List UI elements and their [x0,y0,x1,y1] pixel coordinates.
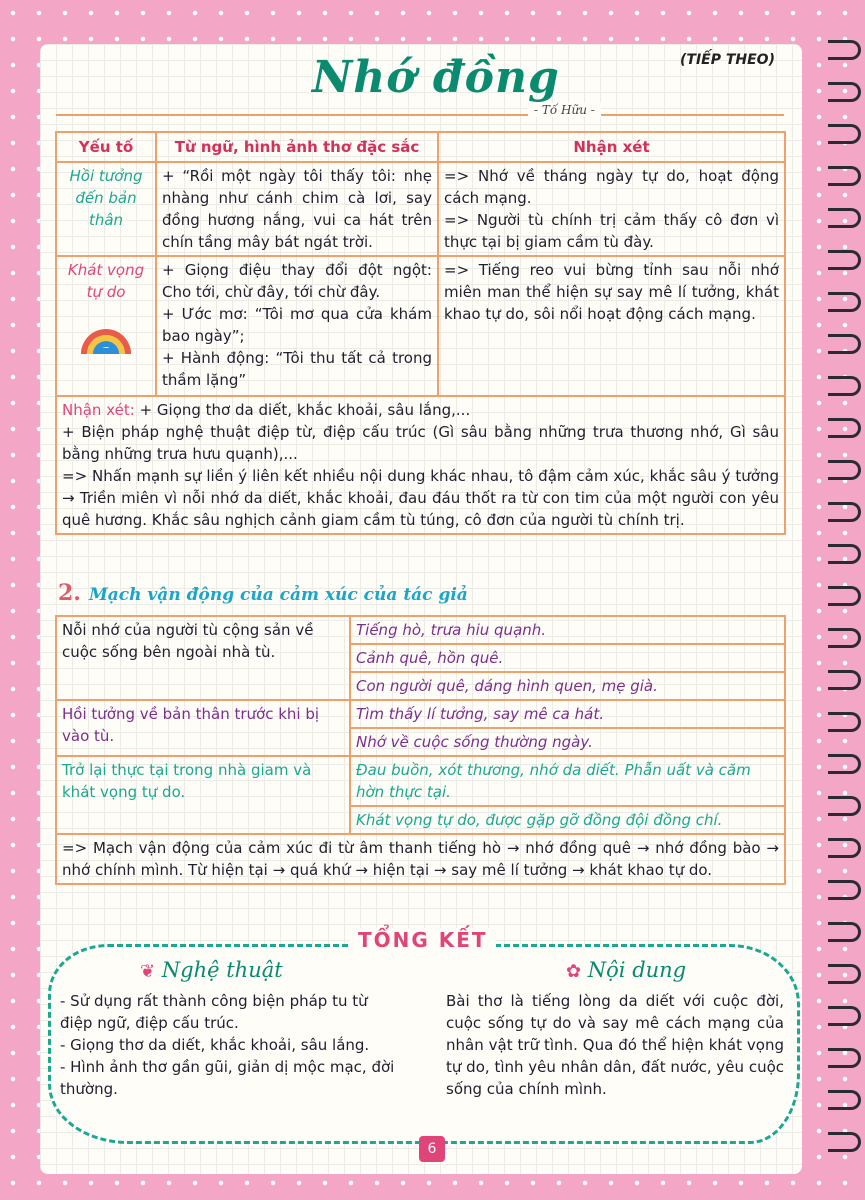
table-row [56,256,785,396]
binding-ring [828,460,861,480]
binding-ring [828,376,861,396]
art-item: - Sử dụng rất thành công biện pháp tu từ điệp ngữ, điệp cấu trúc. [60,992,368,1032]
art-list [60,990,400,1100]
binding-ring [828,334,861,354]
art-heading [140,958,283,982]
column-header: Từ ngữ, hình ảnh thơ đặc sắc [156,132,438,162]
item-cell: Cảnh quê, hồn quê. [350,644,785,672]
comment-cell [438,162,785,256]
binding-ring [828,1132,861,1152]
binding-ring [828,544,861,564]
table-row [56,162,785,256]
art-item: - Hình ảnh thơ gần gũi, giản dị mộc mạc, đời thường. [60,1058,395,1098]
binding-ring [828,418,861,438]
binding-ring [828,628,861,648]
binding-ring [828,292,861,312]
item-cell: Đau buồn, xót thương, nhớ da diết. Phẫn uất và căm hờn thực tại. [350,756,785,806]
section-title: Mạch vận động của cảm xúc của tác giả [88,585,468,605]
binding-ring [828,670,861,690]
author-name: - Tố Hữu - [528,103,601,117]
group-cell: Trở lại thực tại trong nhà giam và khát vọng tự do. [56,756,350,834]
comment-line: => Tiếng reo vui bừng tỉnh sau nỗi nhớ miên man thể hiện sự say mê lí tưởng, khát khao tự do, sôi nổi hoạt động cách mạng. [444,261,779,323]
continued-label: (TIẾP THEO) [680,52,775,68]
image-line: + Giọng điệu thay đổi đột ngột: Cho tới, chừ đây, tới chừ đây. [162,261,432,301]
note-line: + Biện pháp nghệ thuật điệp từ, điệp cấu trúc (Gì sâu bằng những trưa thương nhớ, Gì sâu bằng những trưa hưu quạnh),... [62,423,779,463]
image-line: + “Rồi một ngày tôi thấy tôi: nhẹ nhàng như cánh chim cà lơi, say đồng hương nắng, vui ca hát trên chín tầng mây bát ngát trời. [162,167,432,251]
art-item: - Giọng thơ da diết, khắc khoải, sâu lắng. [60,1036,370,1054]
item-cell: Khát vọng tự do, được gặp gỡ đồng đội đồng chí. [350,806,785,834]
content-heading-label: Nội dung [587,958,687,982]
section-heading [58,580,468,606]
binding-ring [828,754,861,774]
group-cell: Nỗi nhớ của người tù cộng sản về cuộc sống bên ngoài nhà tù. [56,616,350,700]
images-cell [156,256,438,396]
binding-ring [828,502,861,522]
binding-ring [828,1006,861,1026]
binding-ring [828,712,861,732]
column-header: Yếu tố [56,132,156,162]
image-line: + Ước mơ: “Tôi mơ qua cửa khám bao ngày”; [162,305,432,345]
item-cell: Tìm thấy lí tưởng, say mê ca hát. [350,700,785,728]
binding-ring [828,838,861,858]
item-cell: Tiếng hò, trưa hiu quạnh. [350,616,785,644]
binding-ring [828,964,861,984]
factor-cell: Hồi tưởng đến bản thân [56,162,156,256]
summary-title: TỔNG KẾT [350,928,496,952]
binding-ring [828,40,861,60]
factor-label: Khát vọng tự do [67,261,145,301]
flower-icon: ✿ [566,961,582,982]
table-row [56,616,785,644]
table-note-row [56,396,785,534]
binding-ring [828,250,861,270]
binding-ring [828,166,861,186]
title-divider [56,114,784,116]
table-row [56,756,785,806]
binding-ring [828,796,861,816]
binding-ring [828,208,861,228]
emotion-flow-table [55,615,786,885]
item-cell: Con người quê, dáng hình quen, mẹ già. [350,672,785,700]
table-header-row [56,132,785,162]
page-number: 6 [419,1136,445,1162]
binding-ring [828,1090,861,1110]
comment-cell [438,256,785,396]
art-heading-label: Nghệ thuật [161,958,283,982]
image-line: + Hành động: “Tôi thu tất cả trong thầm lặng” [162,349,432,389]
note-label: Nhận xét: [62,401,135,419]
note-line: => Nhấn mạnh sự liền ý liên kết nhiều nội dung khác nhau, tô đậm cảm xúc, khắc sâu ý tưởng → Triền miên vì nỗi nhớ da diết, khắc khoải, đau đáu thốt ra từ con tim của một người con yêu quê hương. Khắc sâu nghịch cảnh giam cầm tù túng, cô đơn của người tù chính trị. [62,467,779,529]
column-header: Nhận xét [438,132,785,162]
section-number: 2. [58,580,81,606]
binding-ring [828,1048,861,1068]
conclusion-cell: => Mạch vận động của cảm xúc đi từ âm thanh tiếng hò → nhớ đồng quê → nhớ đồng bào → nhớ chính mình. Từ hiện tại → quá khứ → hiện tại → say mê lí tưởng → khát khao tự do. [56,834,785,884]
binding-ring [828,880,861,900]
comment-line: => Nhớ về tháng ngày tự do, hoạt động cách mạng. [444,167,779,207]
rainbow-icon [81,329,131,354]
note-line: + Giọng thơ da diết, khắc khoải, sâu lắng,... [139,401,471,419]
sprout-icon: ❦ [140,961,156,982]
content-text: Bài thơ là tiếng lòng da diết với cuộc đời, cuộc sống tự do và say mê cách mạng của nhân vật trữ tình. Qua đó thể hiện khát vọng tự do, tình yêu nhân dân, đất nước, yêu cuộc sống của chính mình. [446,992,784,1098]
content-heading [566,958,686,982]
binding-ring [828,586,861,606]
page-title: Nhớ đồng [312,52,560,103]
note-cell [56,396,785,534]
binding-ring [828,82,861,102]
factor-cell [56,256,156,396]
table-row [56,834,785,884]
spiral-binding [825,40,865,1180]
table-row [56,700,785,728]
item-cell: Nhớ về cuộc sống thường ngày. [350,728,785,756]
group-cell: Hồi tưởng về bản thân trước khi bị vào tù. [56,700,350,756]
analysis-table [55,131,786,535]
images-cell [156,162,438,256]
comment-line: => Người tù chính trị cảm thấy cô đơn vì thực tại bị giam cầm tù đày. [444,211,779,251]
binding-ring [828,124,861,144]
binding-ring [828,922,861,942]
